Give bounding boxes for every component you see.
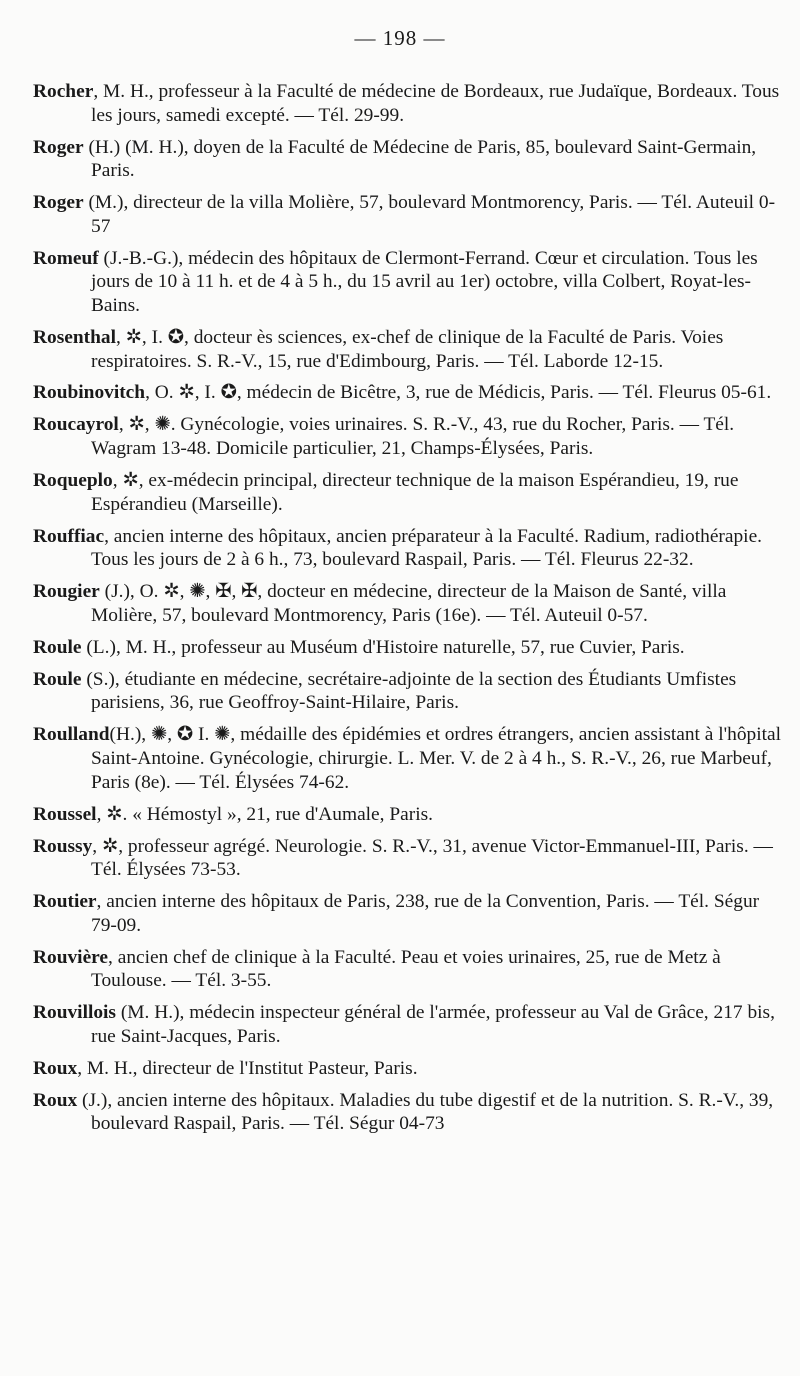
directory-entry [33,1089,781,1136]
entry-text: (J.-B.-G.), médecin des hôpitaux de Clermont-Ferrand. Cœur et circulation. Tous les jours de 10 à 11 h. et de 4 à 5 h., du 15 avril au 1er) octobre, villa Colbert, Royat-les-Bains. [91,247,758,316]
entry-text: , ✲, I. ✪, docteur ès sciences, ex-chef de clinique de la Faculté de Paris. Voies respiratoires. S. R.-V., 15, rue d'Edimbourg, Paris. — Tél. Laborde 12-15. [91,326,724,372]
entry-text: , M. H., directeur de l'Institut Pasteur, Paris. [77,1057,418,1079]
entry-text: (M. H.), médecin inspecteur général de l'armée, professeur au Val de Grâce, 217 bis, rue Saint-Jacques, Paris. [91,1002,775,1047]
entry-text: , ✲. « Hémostyl », 21, rue d'Aumale, Paris. [96,803,433,825]
entry-text: (H.) (M. H.), doyen de la Faculté de Médecine de Paris, 85, boulevard Saint-Germain, Paris. [83,136,757,182]
directory-entry [33,525,781,572]
entry-name: Roger [33,192,84,214]
directory-entries [33,80,781,1144]
entry-name: Roussy [33,835,93,857]
entry-name: Roqueplo [33,470,113,492]
directory-entry [33,1001,781,1048]
entry-name: Rouffiac [33,525,105,547]
directory-entry [33,835,781,882]
directory-entry [33,191,781,238]
entry-name: Rouvillois [33,1002,116,1024]
entry-text: (J.), ancien interne des hôpitaux. Maladies du tube digestif et de la nutrition. S. R.-V., 39, boulevard Raspail, Paris. — Tél. Ségur 04-73 [77,1089,774,1135]
entry-text: , ancien interne des hôpitaux de Paris, 238, rue de la Convention, Paris. — Tél. Ségur 79-09. [91,891,760,936]
entry-name: Romeuf [33,247,99,269]
entry-text: (H.), ✺, ✪ I. ✺, médaille des épidémies et ordres étrangers, ancien assistant à l'hôpital Saint-Antoine. Gynécologie, chirurgie. L. Mer. V. de 2 à 4 h., S. R.-V., 26, rue Marbeuf, Paris (8e). — Tél. Élysées 74-62. [91,724,781,793]
entry-name: Roubinovitch [33,382,146,404]
directory-entry [33,247,781,318]
entry-text: , ✲, ex-médecin principal, directeur technique de la maison Espérandieu, 19, rue Espérandieu (Marseille). [91,470,739,515]
entry-text: , ancien interne des hôpitaux, ancien préparateur à la Faculté. Radium, radiothérapie. Tous les jours de 2 à 6 h., 73, boulevard Raspail, Paris. — Tél. Fleurus 22-32. [91,525,763,571]
entry-name: Roux [33,1057,78,1079]
directory-entry [33,80,781,127]
entry-text: , ✲, ✺. Gynécologie, voies urinaires. S. R.-V., 43, rue du Rocher, Paris. — Tél. Wagram 13-48. Domicile particulier, 21, Champs-Élysées, Paris. [91,414,735,460]
entry-name: Roule [33,636,82,658]
directory-entry [33,469,781,516]
entry-name: Rosenthal [33,326,116,348]
directory-entry [33,636,781,660]
entry-text: , ✲, professeur agrégé. Neurologie. S. R.-V., 31, avenue Victor-Emmanuel-III, Paris. — Tél. Élysées 73-53. [91,835,773,881]
directory-entry [33,723,781,794]
directory-entry [33,803,781,827]
directory-entry [33,413,781,460]
directory-entry [33,1057,781,1081]
entry-text: (S.), étudiante en médecine, secrétaire-adjointe de la section des Étudiants Umfistes parisiens, 36, rue Geoffroy-Saint-Hilaire, Paris. [81,668,737,714]
entry-name: Rougier [33,581,100,603]
entry-name: Roux [33,1089,78,1111]
directory-entry [33,580,781,627]
entry-text: (L.), M. H., professeur au Muséum d'Histoire naturelle, 57, rue Cuvier, Paris. [81,636,685,658]
entry-name: Roule [33,668,82,690]
directory-entry [33,668,781,715]
entry-name: Roussel [33,803,97,825]
entry-name: Roucayrol [33,414,119,436]
entry-name: Roulland [33,724,110,746]
directory-entry [33,326,781,373]
directory-entry [33,946,781,993]
entry-name: Rouvière [33,946,109,968]
page-number: — 198 — [354,26,446,50]
directory-entry [33,890,781,937]
entry-name: Roger [33,136,84,158]
entry-name: Routier [33,891,97,913]
entry-text: , M. H., professeur à la Faculté de médecine de Bordeaux, rue Judaïque, Bordeaux. Tous les jours, samedi excepté. — Tél. 29-99. [91,81,780,126]
entry-name: Rocher [33,81,94,102]
entry-text: (M.), directeur de la villa Molière, 57, boulevard Montmorency, Paris. — Tél. Auteuil 0-57 [83,192,776,237]
directory-entry [33,136,781,183]
directory-entry [33,381,781,405]
entry-text: (J.), O. ✲, ✺, ✠, ✠, docteur en médecine, directeur de la Maison de Santé, villa Molière, 57, boulevard Montmorency, Paris (16e). — Tél. Auteuil 0-57. [91,581,727,626]
entry-text: , O. ✲, I. ✪, médecin de Bicêtre, 3, rue de Médicis, Paris. — Tél. Fleurus 05-61. [145,382,772,404]
entry-text: , ancien chef de clinique à la Faculté. Peau et voies urinaires, 25, rue de Metz à Toulouse. — Tél. 3-55. [91,946,721,992]
